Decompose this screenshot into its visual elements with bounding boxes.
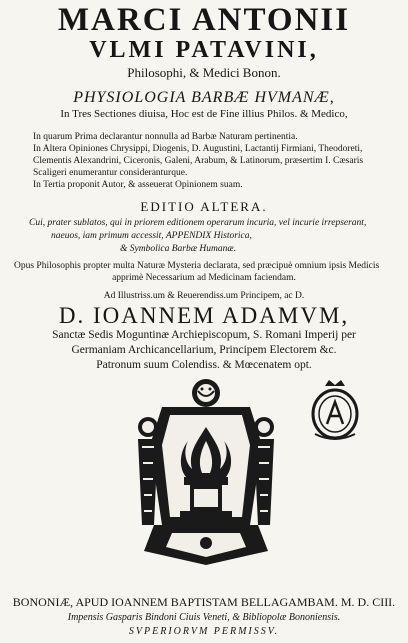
dedication-intro: Ad Illustriss.um & Reuerendiss.um Principem, ac D. <box>103 291 305 301</box>
dedicatee-titles-line: Sanctæ Sedis Moguntinæ Archiepiscopum, S. Romani Imperij per <box>52 329 356 341</box>
contents-line: Scaligeri enumerantur consideranturque. <box>33 168 188 178</box>
dedicatee-titles-line: Germaniam Archicancellarium, Principem Electorem &c. <box>71 344 337 356</box>
contents-line: In Altera Opiniones Chrysippi, Diogenis, D. Augustini, Lactantij Firmiani, Theodoreti, <box>33 144 363 154</box>
description-line: Opus Philosophis propter multa Naturæ Mysteria declarata, sed præcipuè omnium ipsis Medicis <box>14 261 380 271</box>
work-title: PHYSIOLOGIA BARBÆ HVMANÆ, <box>73 89 335 106</box>
author-titles: Philosophi, & Medici Bonon. <box>127 65 281 80</box>
contents-line: In Tertia proponit Autor, & asseuerat Opinionem suam. <box>33 180 243 190</box>
library-stamp-icon <box>303 378 367 442</box>
work-subtitle: In Tres Sectiones diuisa, Hoc est de Fine illius Philos. & Medico, <box>60 108 348 120</box>
contents-line: Clementis Alexandrini, Ciceronis, Galeni, Arabum, & Latinorum, præsertim I. Cæsaris <box>33 156 364 166</box>
edition-statement: EDITIO ALTERA. <box>140 199 268 214</box>
author-name-line-1: MARCI ANTONII <box>57 2 351 38</box>
edition-note-line: naeuos, iam primum accessit, APPENDIX Historica, <box>51 231 252 241</box>
edition-note-line: & Symbolica Barbæ Humanæ. <box>120 244 237 254</box>
contents-line: In quarum Prima declarantur nonnulla ad Barbæ Naturam pertinentia. <box>33 132 298 142</box>
printer-device-woodcut <box>132 375 280 567</box>
description-line: apprimè Necessarium ad Medicinam faciendam. <box>112 273 296 283</box>
edition-note-line: Cui, prater sublatos, qui in priorem editionem operarum incuria, vel incurie irrepserant, <box>29 218 367 228</box>
dedicatee-name: D. IOANNEM ADAMVM, <box>58 303 350 328</box>
imprint-line: BONONIÆ, APUD IOANNEM BAPTISTAM BELLAGAMBAM. M. D. CIII. <box>12 595 396 609</box>
imprint-expenses-line: Impensis Gasparis Bindoni Ciuis Veneti, & Bibliopolæ Bononiensis. <box>67 612 341 623</box>
dedicatee-titles-line: Patronum suum Colendiss. & Mœcenatem opt. <box>96 359 312 371</box>
author-name-line-2: VLMI PATAVINI, <box>89 37 319 63</box>
license-line: SVPERIORVM PERMISSV. <box>128 626 280 637</box>
